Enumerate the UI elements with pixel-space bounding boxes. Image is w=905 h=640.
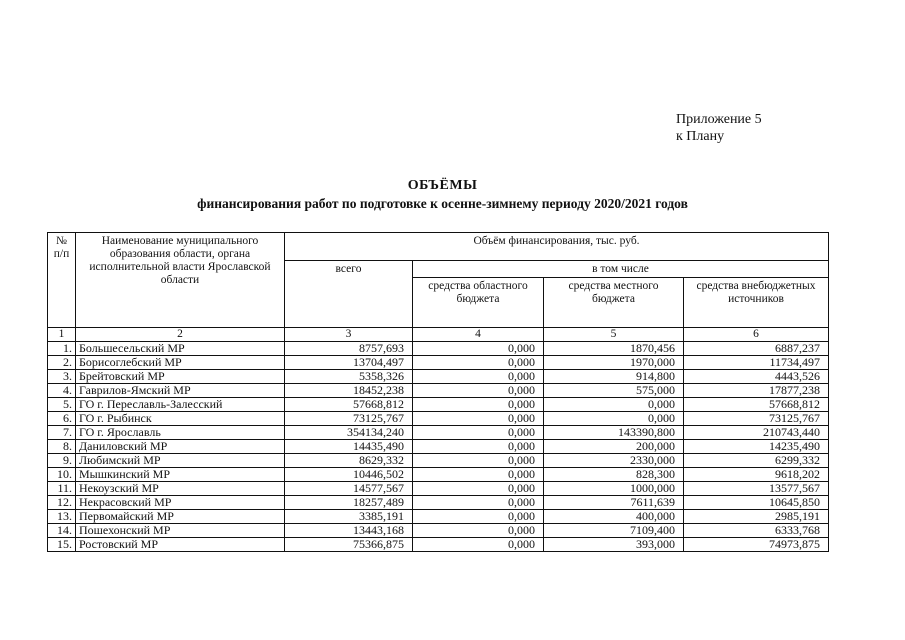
cell-total: 73125,767	[285, 412, 413, 426]
cell-local: 1970,000	[544, 356, 684, 370]
column-number: 3	[285, 328, 413, 342]
cell-extra: 4443,526	[684, 370, 829, 384]
cell-regional: 0,000	[413, 440, 544, 454]
cell-extra: 73125,767	[684, 412, 829, 426]
cell-extra: 57668,812	[684, 398, 829, 412]
table-body	[48, 342, 829, 552]
cell-n: 4.	[48, 384, 76, 398]
cell-name: Первомайский МР	[76, 510, 285, 524]
cell-regional: 0,000	[413, 468, 544, 482]
appendix-line-1: Приложение 5	[676, 112, 762, 127]
cell-local: 1000,000	[544, 482, 684, 496]
cell-extra: 74973,875	[684, 538, 829, 552]
header-name: Наименование муниципального образования области, органа исполнительной власти Ярославской области	[76, 233, 285, 328]
cell-total: 13443,168	[285, 524, 413, 538]
cell-n: 6.	[48, 412, 76, 426]
document-subtitle: финансирования работ по подготовке к осенне-зимнему периоду 2020/2021 годов	[197, 196, 688, 211]
cell-n: 10.	[48, 468, 76, 482]
cell-regional: 0,000	[413, 356, 544, 370]
cell-total: 8629,332	[285, 454, 413, 468]
header-local: средства местного бюджета	[544, 278, 684, 328]
table-row	[48, 496, 829, 510]
cell-local: 200,000	[544, 440, 684, 454]
cell-extra: 2985,191	[684, 510, 829, 524]
column-number: 5	[544, 328, 684, 342]
cell-name: Любимский МР	[76, 454, 285, 468]
cell-name: Гаврилов-Ямский МР	[76, 384, 285, 398]
cell-total: 18452,238	[285, 384, 413, 398]
column-number: 6	[684, 328, 829, 342]
cell-local: 393,000	[544, 538, 684, 552]
cell-n: 2.	[48, 356, 76, 370]
table-row	[48, 510, 829, 524]
column-number: 1	[48, 328, 76, 342]
cell-extra: 17877,238	[684, 384, 829, 398]
cell-n: 9.	[48, 454, 76, 468]
cell-extra: 6299,332	[684, 454, 829, 468]
header-num: № п/п	[48, 233, 76, 328]
table-row	[48, 370, 829, 384]
cell-total: 5358,326	[285, 370, 413, 384]
cell-n: 5.	[48, 398, 76, 412]
cell-n: 7.	[48, 426, 76, 440]
cell-regional: 0,000	[413, 482, 544, 496]
cell-local: 1870,456	[544, 342, 684, 356]
cell-local: 828,300	[544, 468, 684, 482]
cell-regional: 0,000	[413, 524, 544, 538]
cell-regional: 0,000	[413, 384, 544, 398]
cell-local: 914,800	[544, 370, 684, 384]
cell-local: 7611,639	[544, 496, 684, 510]
cell-regional: 0,000	[413, 510, 544, 524]
table-row	[48, 356, 829, 370]
cell-n: 1.	[48, 342, 76, 356]
cell-name: Некоузский МР	[76, 482, 285, 496]
table-row	[48, 538, 829, 552]
cell-extra: 6887,237	[684, 342, 829, 356]
document-title: ОБЪЁМЫ	[407, 178, 478, 193]
cell-total: 18257,489	[285, 496, 413, 510]
column-number: 2	[76, 328, 285, 342]
financing-table	[47, 232, 829, 552]
cell-extra: 11734,497	[684, 356, 829, 370]
cell-name: Некрасовский МР	[76, 496, 285, 510]
table-row	[48, 524, 829, 538]
cell-local: 400,000	[544, 510, 684, 524]
cell-total: 3385,191	[285, 510, 413, 524]
cell-extra: 6333,768	[684, 524, 829, 538]
cell-n: 13.	[48, 510, 76, 524]
header-total: всего	[285, 261, 413, 328]
table-row	[48, 440, 829, 454]
cell-local: 0,000	[544, 412, 684, 426]
cell-extra: 210743,440	[684, 426, 829, 440]
cell-name: ГО г. Ярославль	[76, 426, 285, 440]
table-row	[48, 426, 829, 440]
cell-n: 15.	[48, 538, 76, 552]
cell-name: Мышкинский МР	[76, 468, 285, 482]
table-row	[48, 342, 829, 356]
cell-n: 11.	[48, 482, 76, 496]
table-row	[48, 454, 829, 468]
cell-local: 0,000	[544, 398, 684, 412]
cell-extra: 14235,490	[684, 440, 829, 454]
cell-regional: 0,000	[413, 412, 544, 426]
header-including: в том числе	[413, 261, 829, 278]
column-number: 4	[413, 328, 544, 342]
cell-total: 354134,240	[285, 426, 413, 440]
cell-name: Ростовский МР	[76, 538, 285, 552]
column-number-row	[48, 328, 829, 342]
cell-regional: 0,000	[413, 496, 544, 510]
cell-extra: 13577,567	[684, 482, 829, 496]
cell-name: Пошехонский МР	[76, 524, 285, 538]
cell-total: 8757,693	[285, 342, 413, 356]
cell-name: Борисоглебский МР	[76, 356, 285, 370]
cell-extra: 10645,850	[684, 496, 829, 510]
cell-regional: 0,000	[413, 370, 544, 384]
cell-name: Большесельский МР	[76, 342, 285, 356]
cell-local: 7109,400	[544, 524, 684, 538]
cell-regional: 0,000	[413, 398, 544, 412]
cell-local: 2330,000	[544, 454, 684, 468]
table-row	[48, 468, 829, 482]
cell-n: 3.	[48, 370, 76, 384]
cell-total: 13704,497	[285, 356, 413, 370]
cell-name: ГО г. Переславль-Залесский	[76, 398, 285, 412]
cell-regional: 0,000	[413, 538, 544, 552]
cell-local: 575,000	[544, 384, 684, 398]
cell-name: Брейтовский МР	[76, 370, 285, 384]
cell-n: 8.	[48, 440, 76, 454]
cell-local: 143390,800	[544, 426, 684, 440]
table-row	[48, 482, 829, 496]
cell-extra: 9618,202	[684, 468, 829, 482]
cell-name: Даниловский МР	[76, 440, 285, 454]
table-row	[48, 398, 829, 412]
cell-n: 14.	[48, 524, 76, 538]
cell-total: 14577,567	[285, 482, 413, 496]
header-volume: Объём финансирования, тыс. руб.	[285, 233, 829, 261]
cell-total: 14435,490	[285, 440, 413, 454]
cell-total: 57668,812	[285, 398, 413, 412]
header-regional: средства областного бюджета	[413, 278, 544, 328]
cell-total: 10446,502	[285, 468, 413, 482]
header-extra: средства внебюджетных источников	[684, 278, 829, 328]
cell-n: 12.	[48, 496, 76, 510]
cell-name: ГО г. Рыбинск	[76, 412, 285, 426]
table-row	[48, 384, 829, 398]
cell-regional: 0,000	[413, 342, 544, 356]
appendix-line-2: к Плану	[676, 129, 725, 144]
cell-regional: 0,000	[413, 426, 544, 440]
cell-regional: 0,000	[413, 454, 544, 468]
appendix-label	[676, 111, 762, 145]
table-row	[48, 412, 829, 426]
cell-total: 75366,875	[285, 538, 413, 552]
